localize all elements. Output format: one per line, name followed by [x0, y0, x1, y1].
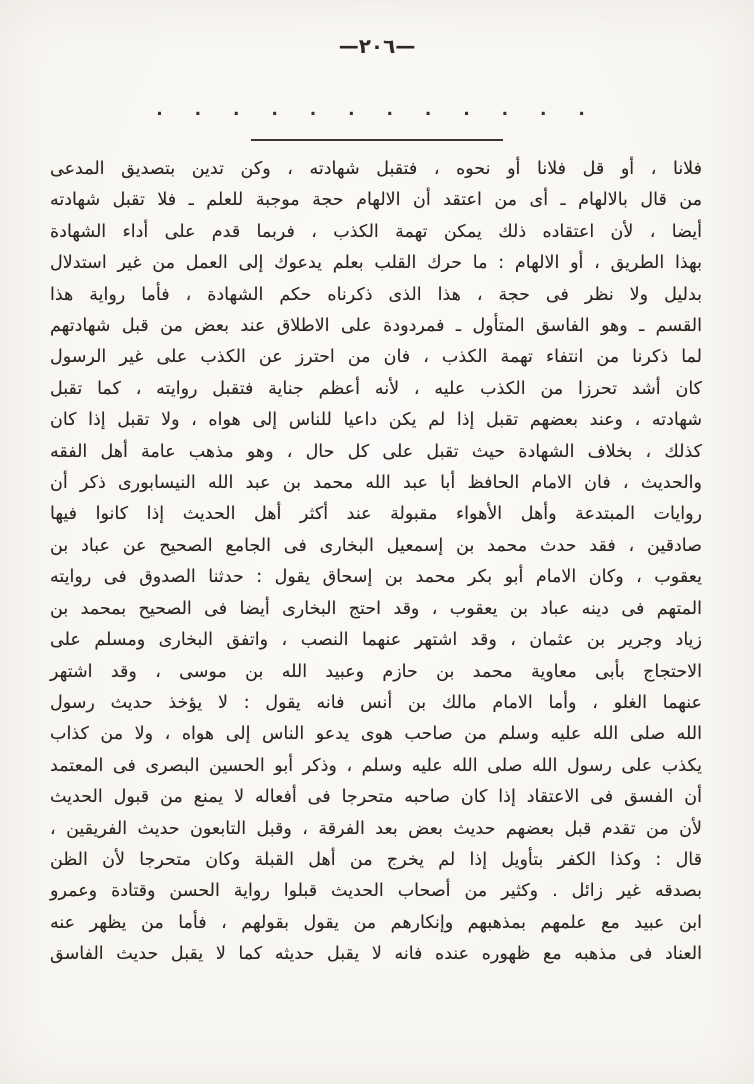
divider-rule [251, 139, 503, 141]
text-line: الله صلى الله عليه وسلم من صاحب هوى يدعو الناس إلى هواه ، ولا من كذاب [50, 724, 702, 745]
text-line: كذلك ، بخلاف الشهادة حيث تقبل على كل حال ، وهو مذهب عامة أهل الفقه [50, 441, 702, 462]
text-line: صادقين ، فقد حدث محمد بن إسمعيل البخارى فى الجامع الصحيح عن عباد بن [50, 535, 702, 556]
text-line: زياد وجرير بن عثمان ، وقد اشتهر عنهما النصب ، واتفق البخارى ومسلم على [50, 630, 702, 651]
text-line: كان أشد تحرزا من الكذب عليه ، لأنه أعظم جناية فتقبل روايته ، كما تقبل [50, 378, 702, 399]
text-line: الاحتجاج بأبى معاوية محمد بن حازم وعبيد الله بن موسى ، وقد اشتهر [50, 661, 702, 682]
text-line: روايات المبتدعة وأهل الأهواء مقبولة عند أكثر أهل الحديث إذا كانوا فيها [50, 504, 702, 525]
text-line: لما ذكرنا من انتفاء تهمة الكذب ، فان من احترز عن الكذب على غير الرسول [50, 347, 702, 368]
text-line: يكذب على رسول الله صلى الله عليه وسلم ، وذكر أبو الحسين البصرى فى المعتمد [50, 755, 702, 776]
text-line: المتهم فى دينه عباد بن يعقوب ، وقد احتج البخارى أيضا فى الصحيح بمحمد بن [50, 598, 702, 619]
page-text-body [50, 154, 702, 971]
text-line: أن الفسق فى الاعتقاد إذا كان صاحبه متحرجا فى أفعاله لا يمنع من قبول الحديث [50, 787, 702, 808]
text-line: العناد فى مذهبه مع ظهوره عنده فانه لا يقبل حديثه كما لا يقبل حديث الفاسق [50, 944, 702, 965]
text-line: بهذا الطريق ، أو الالهام : ما حرك القلب بعلم يدعوك إلى العمل من غير استدلال [50, 253, 702, 274]
text-line: أيضا ، لأن اعتقاده ذلك يمكن تهمة الكذب ، فربما قدم على أداء الشهادة [50, 221, 702, 242]
text-line: لأن من تقدم قبل بعضهم حديث بعض بعد الفرقة ، وقبل التابعون حديث الفريقين ، [50, 818, 702, 839]
text-line: عنهما الغلو ، وأما الامام مالك بن أنس فانه يقول : لا يؤخذ حديث رسول [50, 692, 702, 713]
text-line: من قال بالالهام ـ أى من اعتقد أن الالهام حجة موجبة للعلم ـ فلا تقبل شهادته [50, 190, 702, 211]
ellipsis-dots-row: . . . . . . . . . . . . [156, 100, 598, 120]
page-number: —٢٠٦— [338, 34, 416, 58]
text-line: فلانا ، أو قل فلانا أو نحوه ، فتقبل شهادته ، وكن تدين بتصديق المدعى [50, 159, 702, 179]
text-line: قال : وكذا الكفر بتأويل إذا لم يخرج من أهل القبلة وكان متحرجا لأن الظن [50, 849, 702, 870]
text-line: ابن عبيد مع علمهم بمذهبهم وإنكارهم من يقول بقولهم ، فأما من يظهر عنه [50, 912, 702, 933]
text-line: بصدقه غير زائل . وكثير من أصحاب الحديث قبلوا رواية الحسن وقتادة وعمرو [50, 881, 702, 902]
text-line: شهادته ، وعند بعضهم تقبل إذا لم يكن داعيا للناس إلى هواه ، ولا تقبل إذا كان [50, 410, 702, 431]
text-line: والحديث ، فان الامام الحافظ أبا عبد الله محمد بن عبد الله النيسابورى ذكر أن [50, 473, 702, 494]
text-line: القسم ـ وهو الفاسق المتأول ـ فمردودة على الاطلاق عند بعض من قبل شهادتهم [50, 316, 702, 337]
text-line: بدليل ولا نظر فى حجة ، هذا الذى ذكرناه حكم الشهادة ، فأما رواية هذا [50, 284, 702, 305]
text-line: يعقوب ، وكان الامام أبو بكر محمد بن إسحاق يقول : حدثنا الصدوق فى روايته [50, 567, 702, 588]
